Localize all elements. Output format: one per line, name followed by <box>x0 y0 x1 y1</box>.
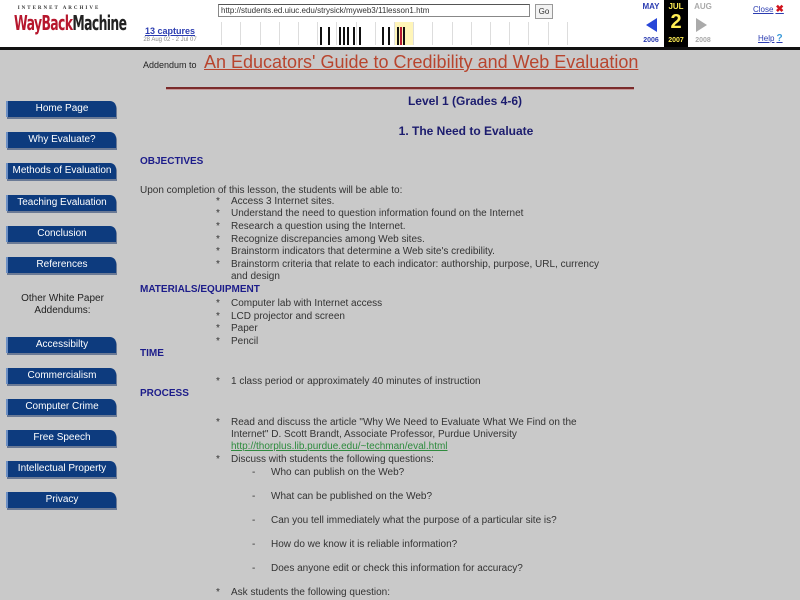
next-capture-arrow-icon <box>696 18 707 32</box>
dash: - <box>252 515 256 526</box>
close-icon: ✖ <box>775 4 784 15</box>
nav-privacy[interactable]: Privacy <box>6 492 116 508</box>
bullet: * <box>216 376 220 387</box>
materials-heading: MATERIALS/EQUIPMENT <box>140 284 260 295</box>
discuss-intro: Discuss with students the following questions: <box>231 454 434 465</box>
material-item: Pencil <box>231 336 259 347</box>
wayback-toolbar <box>0 0 800 50</box>
prev-year[interactable]: 2006 <box>643 37 659 44</box>
next-month: AUG <box>694 2 712 11</box>
dash: - <box>252 467 256 478</box>
bullet: * <box>216 587 220 598</box>
captures-link[interactable]: 13 captures <box>144 26 196 36</box>
calendar-nav <box>638 0 718 47</box>
capture-sparkline[interactable] <box>203 22 568 45</box>
bullet: * <box>216 234 220 245</box>
question-item: Can you tell immediately what the purpose of a particular site is? <box>271 515 557 526</box>
next-year: 2008 <box>695 37 711 44</box>
bullet: * <box>216 323 220 334</box>
bullet: * <box>216 311 220 322</box>
bullet: * <box>216 417 220 428</box>
logo-machine: Machine <box>72 11 127 35</box>
question-item: Who can publish on the Web? <box>271 467 405 478</box>
objective-item: Brainstorm indicators that determine a Web site's credibility. <box>231 246 495 257</box>
nav-intellectual-property[interactable]: Intellectual Property <box>6 461 116 477</box>
captures-range: 28 Aug 02 - 2 Jul 07 <box>143 37 197 43</box>
material-item: Paper <box>231 323 258 334</box>
bullet: * <box>216 221 220 232</box>
nav-teaching-evaluation[interactable]: Teaching Evaluation <box>6 195 116 211</box>
internet-archive-label: INTERNET ARCHIVE <box>17 6 101 11</box>
nav-conclusion[interactable]: Conclusion <box>6 226 116 242</box>
prev-capture-arrow-icon[interactable] <box>646 18 657 32</box>
nav-why-evaluate[interactable]: Why Evaluate? <box>6 132 116 148</box>
objective-item: Brainstorm criteria that relate to each indicator: authorship, purpose, URL, currency and design <box>231 259 599 282</box>
time-item: 1 class period or approximately 40 minutes of instruction <box>231 376 481 387</box>
captures-info <box>140 26 200 43</box>
other-addendums-heading: Other White Paper Addendums: <box>21 293 104 316</box>
level-heading: Level 1 (Grades 4-6) <box>407 94 523 108</box>
bullet: * <box>216 208 220 219</box>
objective-item: Research a question using the Internet. <box>231 221 406 232</box>
ask-intro: Ask students the following question: <box>231 587 390 598</box>
dash: - <box>252 491 256 502</box>
divider <box>166 87 634 90</box>
objectives-intro: Upon completion of this lesson, the students will be able to: <box>140 185 403 196</box>
nav-references[interactable]: References <box>6 257 116 273</box>
nav-home-page[interactable]: Home Page <box>6 101 116 117</box>
nav-accessibility[interactable]: Accessibilty <box>6 337 116 353</box>
help-icon: ? <box>776 33 783 44</box>
guide-title-link[interactable]: An Educators' Guide to Credibility and Web Evaluation <box>204 52 639 72</box>
time-heading: TIME <box>140 348 164 359</box>
dash: - <box>252 539 256 550</box>
bullet: * <box>216 298 220 309</box>
prev-month[interactable]: MAY <box>642 2 660 11</box>
nav-computer-crime[interactable]: Computer Crime <box>6 399 116 415</box>
question-item: How do we know it is reliable information? <box>271 539 458 550</box>
bullet: * <box>216 454 220 465</box>
nav-free-speech[interactable]: Free Speech <box>6 430 116 446</box>
close-button[interactable]: Close ✖ <box>753 4 784 15</box>
objective-item: Understand the need to question information found on the Internet <box>231 208 524 219</box>
objectives-heading: OBJECTIVES <box>140 156 204 167</box>
nav-methods-of-evaluation[interactable]: Methods of Evaluation <box>6 163 116 179</box>
article-link[interactable]: http://thorplus.lib.purdue.edu/~techman/eval.html <box>231 441 448 452</box>
nav-commercialism[interactable]: Commercialism <box>6 368 116 384</box>
question-item: What can be published on the Web? <box>271 491 433 502</box>
lesson-title: 1. The Need to Evaluate <box>398 124 534 138</box>
bullet: * <box>216 196 220 207</box>
addendum-line: Addendum to An Educators' Guide to Credibility and Web Evaluation <box>143 52 639 72</box>
bullet: * <box>216 246 220 257</box>
question-item: Does anyone edit or check this information for accuracy? <box>271 563 523 574</box>
material-item: Computer lab with Internet access <box>231 298 383 309</box>
go-button[interactable]: Go <box>535 4 553 19</box>
dash: - <box>252 563 256 574</box>
current-capture-date: JUL 2 2007 <box>664 0 688 47</box>
material-item: LCD projector and screen <box>231 311 345 322</box>
wayback-logo[interactable] <box>14 6 127 40</box>
objective-item: Access 3 Internet sites. <box>231 196 335 207</box>
url-input[interactable]: http://students.ed.uiuc.edu/strysick/myweb3/11lesson1.htm <box>218 4 530 17</box>
help-button[interactable]: Help ? <box>758 33 783 44</box>
logo-wayback: WayBack <box>14 11 73 35</box>
process-heading: PROCESS <box>140 388 189 399</box>
objective-item: Recognize discrepancies among Web sites. <box>231 234 425 245</box>
bullet: * <box>216 336 220 347</box>
bullet: * <box>216 259 220 270</box>
article-description: Read and discuss the article "Why We Need to Evaluate What We Find on the Internet" D. Scott Brandt, Associate Professor, Purdue University <box>231 417 577 440</box>
